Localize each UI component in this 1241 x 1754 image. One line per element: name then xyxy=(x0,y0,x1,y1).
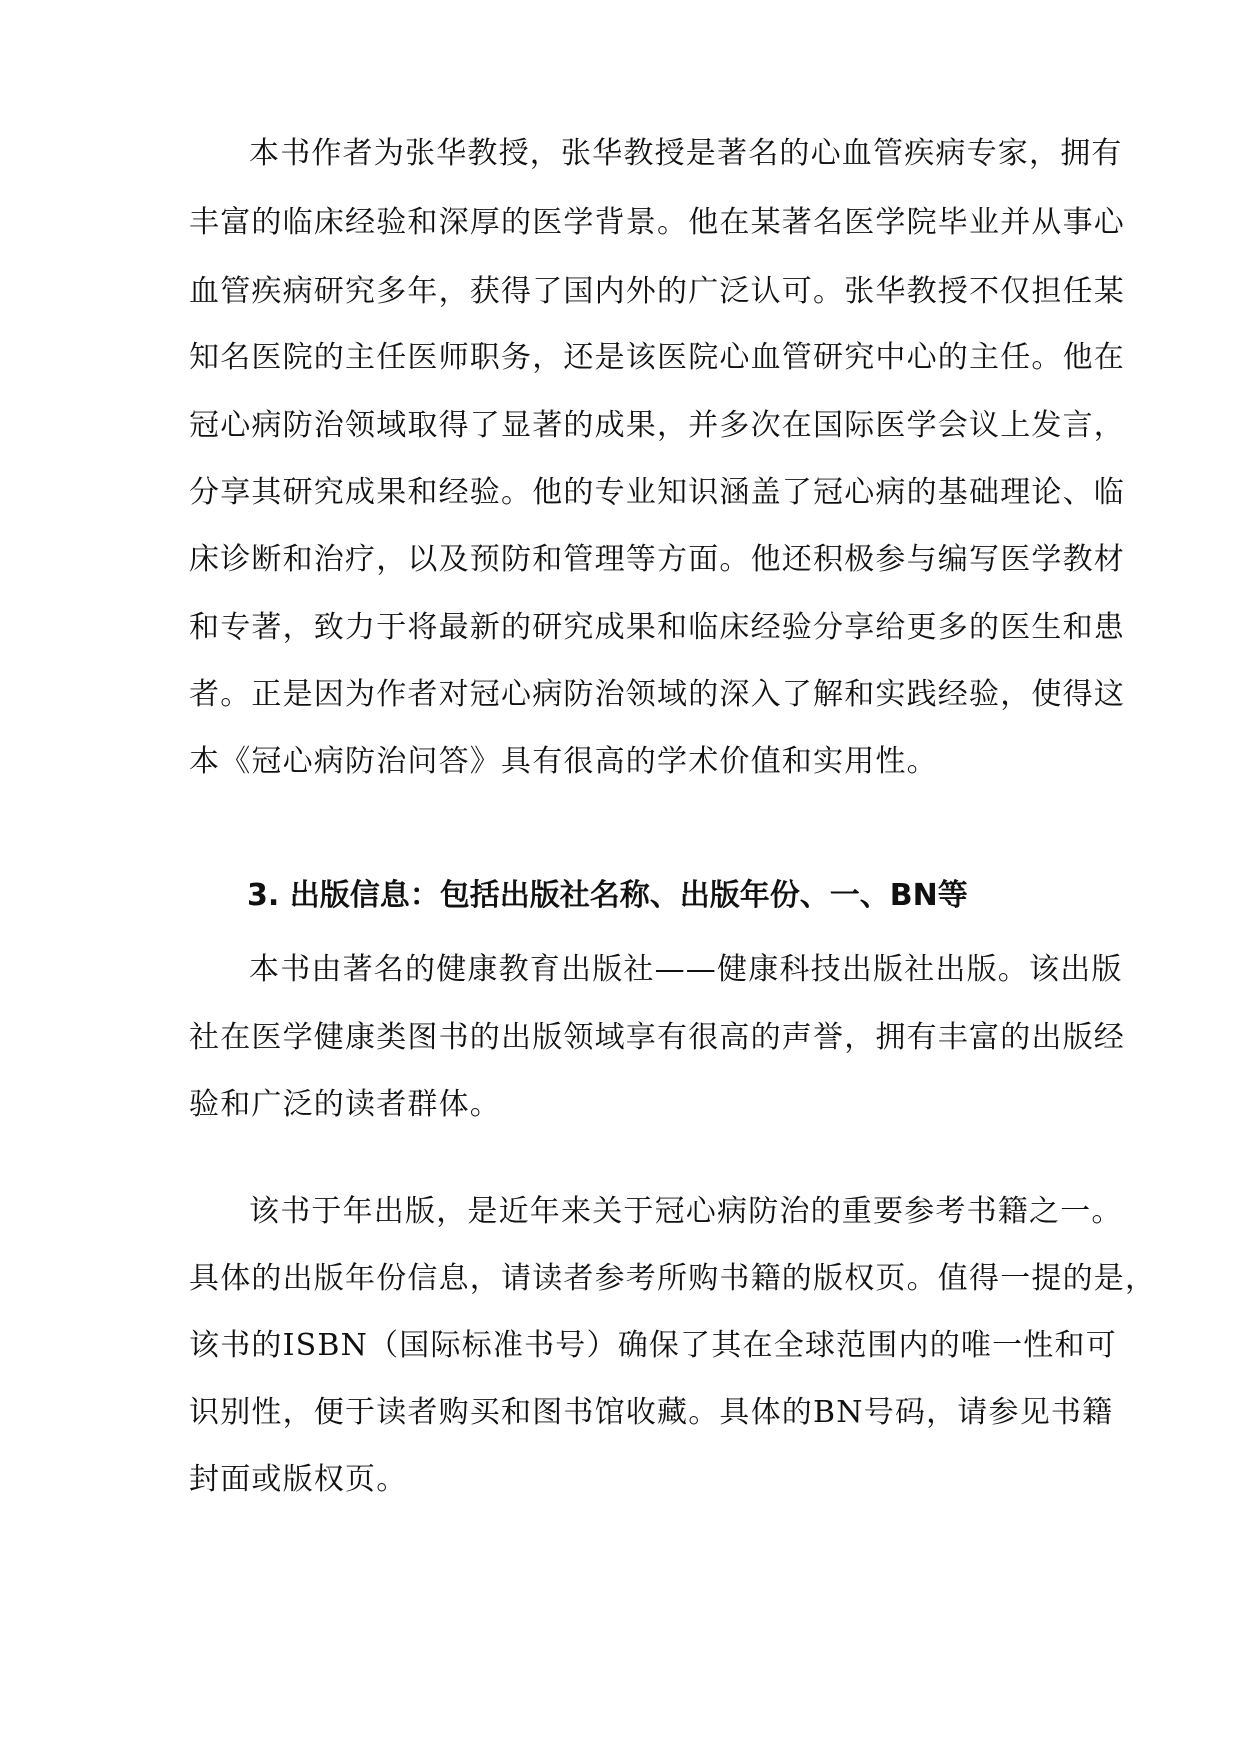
text-line: 识别性，便于读者购买和图书馆收藏。具体的BN号码，请参见书籍 xyxy=(189,1395,1114,1430)
text-line: 和专著，致力于将最新的研究成果和临床经验分享给更多的医生和患 xyxy=(189,610,1125,645)
text-line: 者。正是因为作者对冠心病防治领域的深入了解和实践经验，使得这 xyxy=(189,677,1125,712)
text-line: 该书于年出版，是近年来关于冠心病防治的重要参考书籍之一。 xyxy=(249,1194,1123,1229)
text-line: 血管疾病研究多年，获得了国内外的广泛认可。张华教授不仅担任某 xyxy=(189,274,1125,309)
section-heading: 3. 出版信息：包括出版社名称、出版年份、一、BN等 xyxy=(247,878,968,913)
text-line: 本书作者为张华教授，张华教授是著名的心血管疾病专家，拥有 xyxy=(249,136,1123,171)
text-line: 分享其研究成果和经验。他的专业知识涵盖了冠心病的基础理论、临 xyxy=(189,475,1125,510)
text-line: 验和广泛的读者群体。 xyxy=(189,1087,501,1122)
text-line: 丰富的临床经验和深厚的医学背景。他在某著名医学院毕业并从事心 xyxy=(189,205,1125,240)
text-line: 该书的ISBN（国际标准书号）确保了其在全球范围内的唯一性和可 xyxy=(189,1328,1117,1363)
text-line: 床诊断和治疗，以及预防和管理等方面。他还积极参与编写医学教材 xyxy=(189,542,1125,577)
text-line: 知名医院的主任医师职务，还是该医院心血管研究中心的主任。他在 xyxy=(189,340,1125,375)
text-line: 封面或版权页。 xyxy=(189,1462,408,1497)
text-line: 具体的出版年份信息，请读者参考所购书籍的版权页。值得一提的是， xyxy=(189,1261,1157,1296)
text-line: 本《冠心病防治问答》具有很高的学术价值和实用性。 xyxy=(189,744,938,779)
text-line: 本书由著名的健康教育出版社——健康科技出版社出版。该出版 xyxy=(249,952,1123,987)
text-line: 冠心病防治领域取得了显著的成果，并多次在国际医学会议上发言， xyxy=(189,408,1125,443)
text-line: 社在医学健康类图书的出版领域享有很高的声誉，拥有丰富的出版经 xyxy=(189,1020,1125,1055)
